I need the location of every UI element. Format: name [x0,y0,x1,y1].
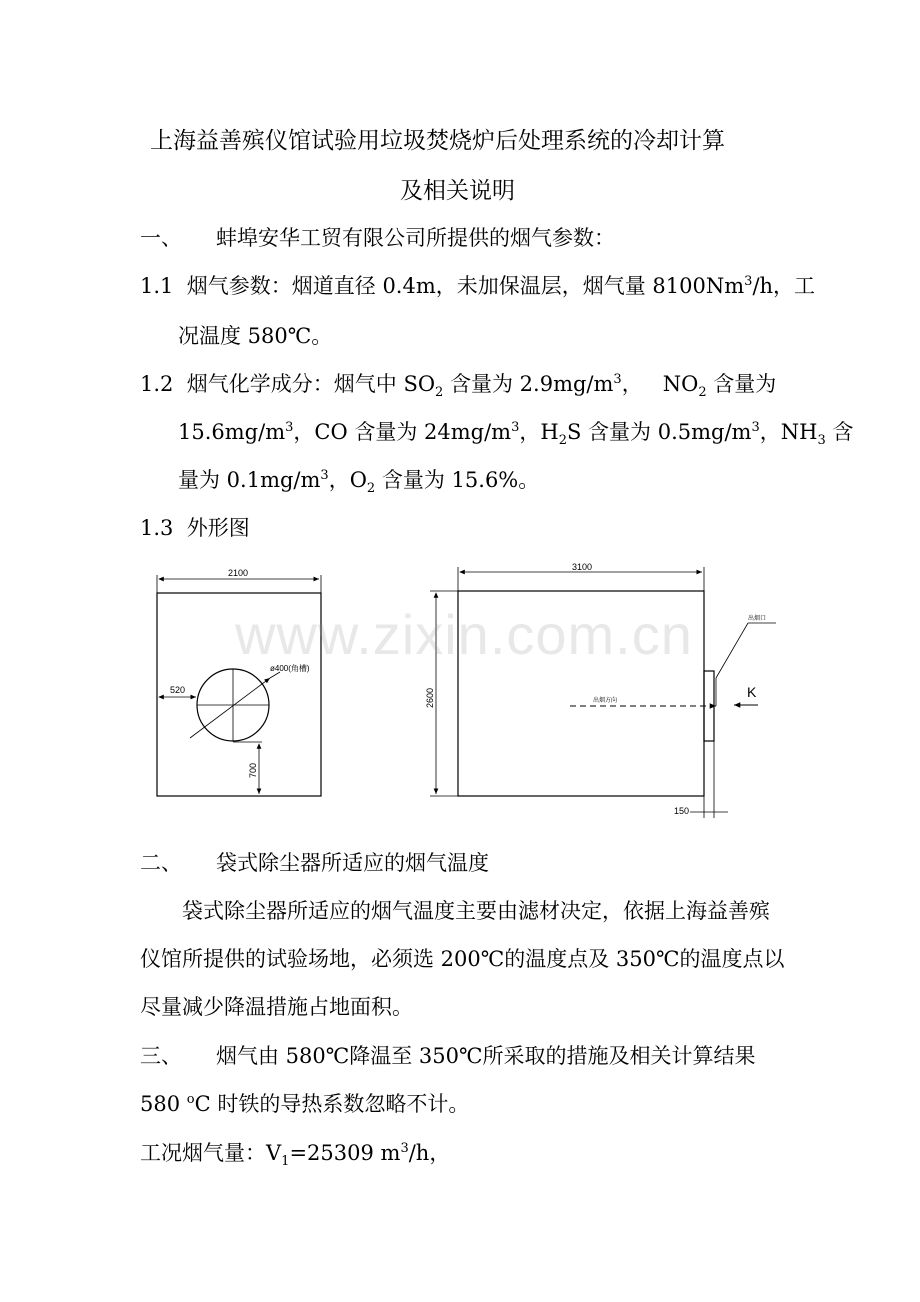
item1-2-l2-sup3: 3 [751,420,760,435]
item1-2-l2f: 含 [825,420,854,444]
section2-title: 袋式除尘器所适应的烟气温度 [216,851,489,875]
section2-para-line2: 仪馆所提供的试验场地，必须选 200℃的温度点及 350℃的温度点以 [140,947,785,971]
item1-2-l1c: ， NO [621,372,699,396]
item1-2-l1a: 烟气化学成分：烟气中 SO [186,372,436,396]
section3-flow-sub: 1 [281,1154,290,1170]
section3-number: 三、 [140,1044,182,1068]
item1-2-l3c: 含量为 15.6%。 [375,468,540,492]
item1-2-l2b: ，CO 含量为 24mg/m [293,420,512,444]
section1-title: 蚌埠安华工贸有限公司所提供的烟气参数： [216,226,615,250]
left-height-label: 700 [248,762,258,778]
item1-2-l2a: 15.6mg/m [178,420,286,444]
item1-2-l2-sup2: 3 [511,420,520,435]
section2-para-line3: 尽量减少降温措施占地面积。 [140,995,413,1019]
item1-1-line2: 况温度 580℃。 [178,324,333,348]
section2-number: 二、 [140,851,182,875]
section2-heading [140,847,489,877]
left-offset-label: 520 [170,685,186,695]
item1-2-l1-sub2: 2 [698,385,707,401]
item1-2-l2e: ，NH [759,420,818,444]
section3-flow-sup: 3 [400,1141,409,1156]
item1-3-number: 1.3 [140,516,174,540]
item1-1-sup: 3 [744,274,753,289]
item1-2-l3-sub1: 2 [366,481,376,497]
left-width-label: 2100 [228,568,249,578]
item1-2-l2c: ，H [519,420,559,444]
section3-note-sup: o [186,1092,195,1107]
item1-2-l2-sub2: 3 [817,433,826,449]
direction-label: 出烟方向 [593,698,618,704]
section2-para-line1: 袋式除尘器所适应的烟气温度主要由滤材决定，依据上海益善殡 [182,899,770,923]
item1-2-l3-sup1: 3 [320,468,329,483]
item1-3-text: 外形图 [186,516,250,540]
right-width-label: 3100 [572,562,593,572]
item1-2-l3b: ，O [328,468,367,492]
outlet-label: 出烟口 [748,616,767,622]
item1-2-l1b: 含量为 2.9mg/m [443,372,614,396]
section1-number: 一、 [140,226,182,250]
right-offset-label: 150 [674,806,690,816]
watermark: www.zixin.com.cn [235,603,693,666]
document-title-line1: 上海益善殡仪馆试验用垃圾焚烧炉后处理系统的冷却计算 [150,128,725,154]
right-height-label: 2600 [425,687,435,708]
item1-2-l1-sup1: 3 [613,372,622,387]
item1-2-l2-sup1: 3 [285,420,294,435]
item1-1-text-b: /h，工 [752,274,816,298]
item1-2-l2-sub1: 2 [558,433,567,449]
section3-flow [140,1137,451,1170]
item1-2-number: 1.2 [140,372,174,396]
item1-2-l3a: 量为 0.1mg/m [178,468,321,492]
item1-2-l2d: S 含量为 0.5mg/m [566,420,752,444]
section3-note [140,1088,469,1118]
section3-flow-b: =25309 m [289,1141,401,1165]
item1-2-l1d: 含量为 [706,372,777,396]
section3-heading [140,1040,756,1070]
section3-title: 烟气由 580℃降温至 350℃所采取的措施及相关计算结果 [216,1044,756,1068]
document-title-line2: 及相关说明 [400,178,515,204]
section3-note-a: 580 [140,1092,187,1116]
section3-flow-a: 工况烟气量：V [140,1141,282,1165]
view-k-label: K [747,684,757,700]
section3-flow-c: /h， [408,1141,451,1165]
left-flue-label: ø400(角槽) [270,664,310,673]
outlet-leader-line [716,623,748,678]
item1-1-text-a: 烟气参数：烟道直径 0.4m，未加保温层，烟气量 8100Nm [186,274,745,298]
section3-note-b: C 时铁的导热系数忽略不计。 [194,1092,470,1116]
item1-1-number: 1.1 [140,274,174,298]
item1-2-l1-sub1: 2 [435,385,444,401]
